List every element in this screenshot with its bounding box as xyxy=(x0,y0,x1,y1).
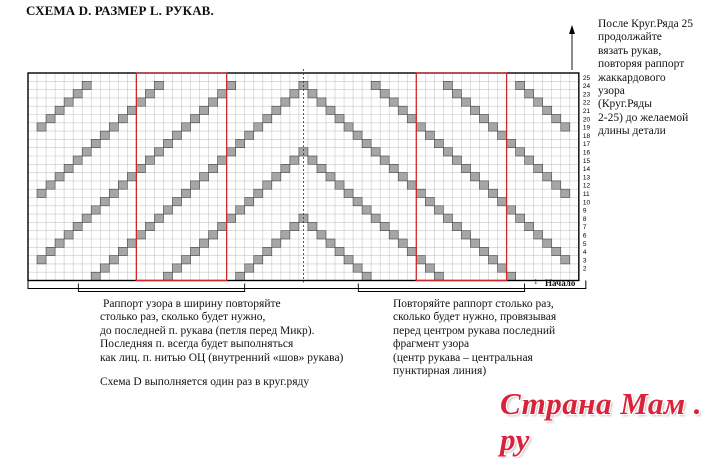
filled-cell xyxy=(236,206,245,214)
filled-cell xyxy=(443,148,452,156)
filled-cell xyxy=(82,148,91,156)
row-number: 14 xyxy=(582,166,591,174)
filled-cell xyxy=(109,123,118,131)
filled-cell xyxy=(191,247,200,255)
side-note-line: длины детали xyxy=(598,125,666,138)
filled-cell xyxy=(145,90,154,98)
filled-cell xyxy=(552,247,561,255)
filled-cell xyxy=(516,81,525,89)
filled-cell xyxy=(82,214,91,222)
filled-cell xyxy=(136,164,145,172)
filled-cell xyxy=(272,173,281,181)
filled-cell xyxy=(443,214,452,222)
filled-cell xyxy=(209,98,218,106)
filled-cell xyxy=(145,156,154,164)
filled-cell xyxy=(308,90,317,98)
filled-cell xyxy=(317,231,326,239)
filled-cell xyxy=(470,106,479,114)
row-number: 12 xyxy=(582,182,591,190)
filled-cell xyxy=(534,164,543,172)
row-number: 24 xyxy=(582,83,591,91)
filled-cell xyxy=(46,115,55,123)
row-number: 9 xyxy=(582,207,587,215)
filled-cell xyxy=(561,123,570,131)
filled-cell xyxy=(200,239,209,247)
filled-cell xyxy=(191,115,200,123)
filled-cell xyxy=(227,148,236,156)
filled-cell xyxy=(398,239,407,247)
filled-cell xyxy=(461,164,470,172)
row-number: 16 xyxy=(582,149,591,157)
filled-cell xyxy=(290,156,299,164)
filled-cell xyxy=(182,123,191,131)
filled-cell xyxy=(245,264,254,272)
note-line: сколько будет нужно, провязывая xyxy=(393,311,557,324)
filled-cell xyxy=(461,98,470,106)
note-line: Раппорт узора в ширину повторяйте xyxy=(103,298,281,310)
filled-cell xyxy=(290,90,299,98)
filled-cell xyxy=(73,90,82,98)
filled-cell xyxy=(452,156,461,164)
row-number: 22 xyxy=(582,99,591,107)
note-line: до последней п. рукава (петля перед Микр). xyxy=(100,324,315,337)
note-line: пунктирная линия) xyxy=(393,365,487,378)
filled-cell xyxy=(371,148,380,156)
filled-cell xyxy=(254,256,263,264)
filled-cell xyxy=(371,214,380,222)
filled-cell xyxy=(552,181,561,189)
filled-cell xyxy=(136,231,145,239)
filled-cell xyxy=(480,247,489,255)
row-number: 10 xyxy=(582,199,591,207)
filled-cell xyxy=(416,189,425,197)
row-number: 7 xyxy=(582,224,587,232)
filled-cell xyxy=(118,115,127,123)
watermark-logo: Страна Мам . ру xyxy=(500,386,703,457)
bracket xyxy=(78,284,244,292)
filled-cell xyxy=(308,156,317,164)
note-line: перед центром рукава последний xyxy=(393,324,556,337)
filled-cell xyxy=(281,164,290,172)
filled-cell xyxy=(218,90,227,98)
filled-cell xyxy=(163,139,172,147)
filled-cell xyxy=(498,198,507,206)
filled-cell xyxy=(561,256,570,264)
filled-cell xyxy=(561,189,570,197)
side-note-line: узора xyxy=(598,85,625,98)
filled-cell xyxy=(46,181,55,189)
filled-cell xyxy=(362,206,371,214)
row-number: 5 xyxy=(582,240,587,248)
filled-cell xyxy=(398,173,407,181)
filled-cell xyxy=(191,181,200,189)
filled-cell xyxy=(335,181,344,189)
filled-cell xyxy=(109,189,118,197)
filled-cell xyxy=(353,131,362,139)
filled-cell xyxy=(127,173,136,181)
arrowhead-icon xyxy=(569,25,575,34)
filled-cell xyxy=(452,222,461,230)
filled-cell xyxy=(534,98,543,106)
filled-cell xyxy=(73,156,82,164)
filled-cell xyxy=(55,173,64,181)
filled-cell xyxy=(371,81,380,89)
row-one-mark: 1 xyxy=(534,278,538,286)
row-number: 13 xyxy=(582,174,591,182)
filled-cell xyxy=(434,206,443,214)
side-note xyxy=(598,18,706,139)
filled-cell xyxy=(118,181,127,189)
filled-cell xyxy=(200,106,209,114)
bracket xyxy=(358,284,524,292)
side-note-line: жаккардового xyxy=(598,71,666,84)
filled-cell xyxy=(227,81,236,89)
filled-cell xyxy=(308,222,317,230)
filled-cell xyxy=(389,164,398,172)
filled-cell xyxy=(91,272,100,280)
filled-cell xyxy=(73,222,82,230)
filled-cell xyxy=(353,264,362,272)
filled-cell xyxy=(353,198,362,206)
filled-cell xyxy=(218,222,227,230)
filled-cell xyxy=(172,264,181,272)
filled-cell xyxy=(37,123,46,131)
filled-cell xyxy=(245,131,254,139)
filled-cell xyxy=(326,173,335,181)
filled-cell xyxy=(480,181,489,189)
side-note-line: продолжайте xyxy=(598,31,662,44)
filled-cell xyxy=(425,131,434,139)
row-number: 20 xyxy=(582,116,591,124)
filled-cell xyxy=(236,272,245,280)
row-number: 8 xyxy=(582,215,587,223)
filled-cell xyxy=(91,139,100,147)
filled-cell xyxy=(100,264,109,272)
filled-cell xyxy=(263,247,272,255)
filled-cell xyxy=(163,272,172,280)
filled-cell xyxy=(91,206,100,214)
filled-cell xyxy=(416,123,425,131)
filled-cell xyxy=(507,139,516,147)
side-note-line: вязать рукав, xyxy=(598,44,662,57)
filled-cell xyxy=(335,247,344,255)
filled-cell xyxy=(443,81,452,89)
side-note-line: (Круг.Ряды xyxy=(598,98,652,111)
filled-cell xyxy=(37,189,46,197)
filled-cell xyxy=(145,222,154,230)
row-number: 15 xyxy=(582,157,591,165)
filled-cell xyxy=(172,131,181,139)
filled-cell xyxy=(335,115,344,123)
filled-cell xyxy=(163,206,172,214)
filled-cell xyxy=(64,164,73,172)
filled-cell xyxy=(272,106,281,114)
filled-cell xyxy=(218,156,227,164)
filled-cell xyxy=(209,231,218,239)
filled-cell xyxy=(525,156,534,164)
filled-cell xyxy=(154,81,163,89)
row-number: 25 xyxy=(582,74,591,82)
filled-cell xyxy=(263,115,272,123)
filled-cell xyxy=(362,139,371,147)
side-note-line: 2-25) до желаемой xyxy=(598,111,689,124)
filled-cell xyxy=(263,181,272,189)
filled-cell xyxy=(489,123,498,131)
note-bottom: Схема D выполняется один раз в круг.ряду xyxy=(100,376,310,388)
filled-cell xyxy=(254,123,263,131)
filled-cell xyxy=(64,98,73,106)
filled-cell xyxy=(516,214,525,222)
note-line: (центр рукава – центральная xyxy=(393,351,533,364)
filled-cell xyxy=(281,231,290,239)
filled-cell xyxy=(452,90,461,98)
filled-cell xyxy=(172,198,181,206)
filled-cell xyxy=(154,148,163,156)
filled-cell xyxy=(498,264,507,272)
side-note-line: После Круг.Ряда 25 xyxy=(598,18,694,30)
note-left xyxy=(100,298,370,365)
filled-cell xyxy=(317,164,326,172)
filled-cell xyxy=(272,239,281,247)
filled-cell xyxy=(480,115,489,123)
row-number: 19 xyxy=(582,124,591,132)
filled-cell xyxy=(55,106,64,114)
filled-cell xyxy=(389,98,398,106)
filled-cell xyxy=(127,106,136,114)
filled-cell xyxy=(489,189,498,197)
filled-cell xyxy=(182,256,191,264)
row-number: 3 xyxy=(582,257,587,265)
note-line: столько раз, сколько будет нужно, xyxy=(100,311,266,324)
filled-cell xyxy=(317,98,326,106)
filled-cell xyxy=(407,247,416,255)
filled-cell xyxy=(136,98,145,106)
filled-cell xyxy=(470,173,479,181)
filled-cell xyxy=(109,256,118,264)
filled-cell xyxy=(543,106,552,114)
filled-cell xyxy=(398,106,407,114)
filled-cell xyxy=(380,90,389,98)
filled-cell xyxy=(543,239,552,247)
note-right xyxy=(393,298,593,378)
filled-cell xyxy=(470,239,479,247)
filled-cell xyxy=(227,214,236,222)
row-number: 2 xyxy=(582,265,587,273)
note-line: Повторяйте раппорт столько раз, xyxy=(393,298,554,310)
row-number: 6 xyxy=(582,232,587,240)
note-line: как лиц. п. нитью ОЦ (внутренний «шов» рукава) xyxy=(100,351,344,364)
filled-cell xyxy=(127,239,136,247)
filled-cell xyxy=(416,256,425,264)
filled-cell xyxy=(209,164,218,172)
row-number: 18 xyxy=(582,132,591,140)
filled-cell xyxy=(326,106,335,114)
filled-cell xyxy=(37,256,46,264)
note-line: фрагмент узора xyxy=(393,338,470,351)
filled-cell xyxy=(118,247,127,255)
filled-cell xyxy=(236,139,245,147)
start-row-marker xyxy=(28,281,586,289)
filled-cell xyxy=(425,198,434,206)
filled-cell xyxy=(290,222,299,230)
filled-cell xyxy=(534,231,543,239)
row-number: 23 xyxy=(582,91,591,99)
filled-cell xyxy=(154,214,163,222)
filled-cell xyxy=(254,189,263,197)
filled-cell xyxy=(516,148,525,156)
filled-cell xyxy=(344,189,353,197)
filled-cell xyxy=(507,206,516,214)
filled-cell xyxy=(55,239,64,247)
filled-cell xyxy=(498,131,507,139)
filled-cell xyxy=(389,231,398,239)
filled-cell xyxy=(344,256,353,264)
filled-cell xyxy=(425,264,434,272)
filled-cell xyxy=(552,115,561,123)
filled-cell xyxy=(461,231,470,239)
filled-cell xyxy=(489,256,498,264)
filled-cell xyxy=(362,272,371,280)
filled-cell xyxy=(380,222,389,230)
filled-cell xyxy=(525,222,534,230)
filled-cell xyxy=(46,247,55,255)
filled-cell xyxy=(380,156,389,164)
filled-cell xyxy=(407,181,416,189)
filled-cell xyxy=(100,131,109,139)
filled-cell xyxy=(434,272,443,280)
filled-cell xyxy=(434,139,443,147)
filled-cell xyxy=(326,239,335,247)
filled-cell xyxy=(182,189,191,197)
filled-cell xyxy=(543,173,552,181)
filled-cell xyxy=(407,115,416,123)
filled-cell xyxy=(245,198,254,206)
filled-cell xyxy=(200,173,209,181)
filled-cell xyxy=(281,98,290,106)
row-number: 4 xyxy=(582,249,587,257)
filled-cell xyxy=(344,123,353,131)
note-line: Последняя п. всегда будет выполняться xyxy=(100,338,294,351)
row-number: 21 xyxy=(582,108,591,115)
filled-cell xyxy=(525,90,534,98)
filled-cell xyxy=(507,272,516,280)
row-number: 17 xyxy=(582,141,591,149)
filled-cell xyxy=(82,81,91,89)
start-label: Начало xyxy=(545,278,576,288)
row-number: 11 xyxy=(582,191,590,198)
side-note-line: повторяя раппорт xyxy=(598,58,685,71)
filled-cell xyxy=(100,198,109,206)
filled-cell xyxy=(64,231,73,239)
chart-title: СХЕМА D. РАЗМЕР L. РУКАВ. xyxy=(26,3,214,18)
